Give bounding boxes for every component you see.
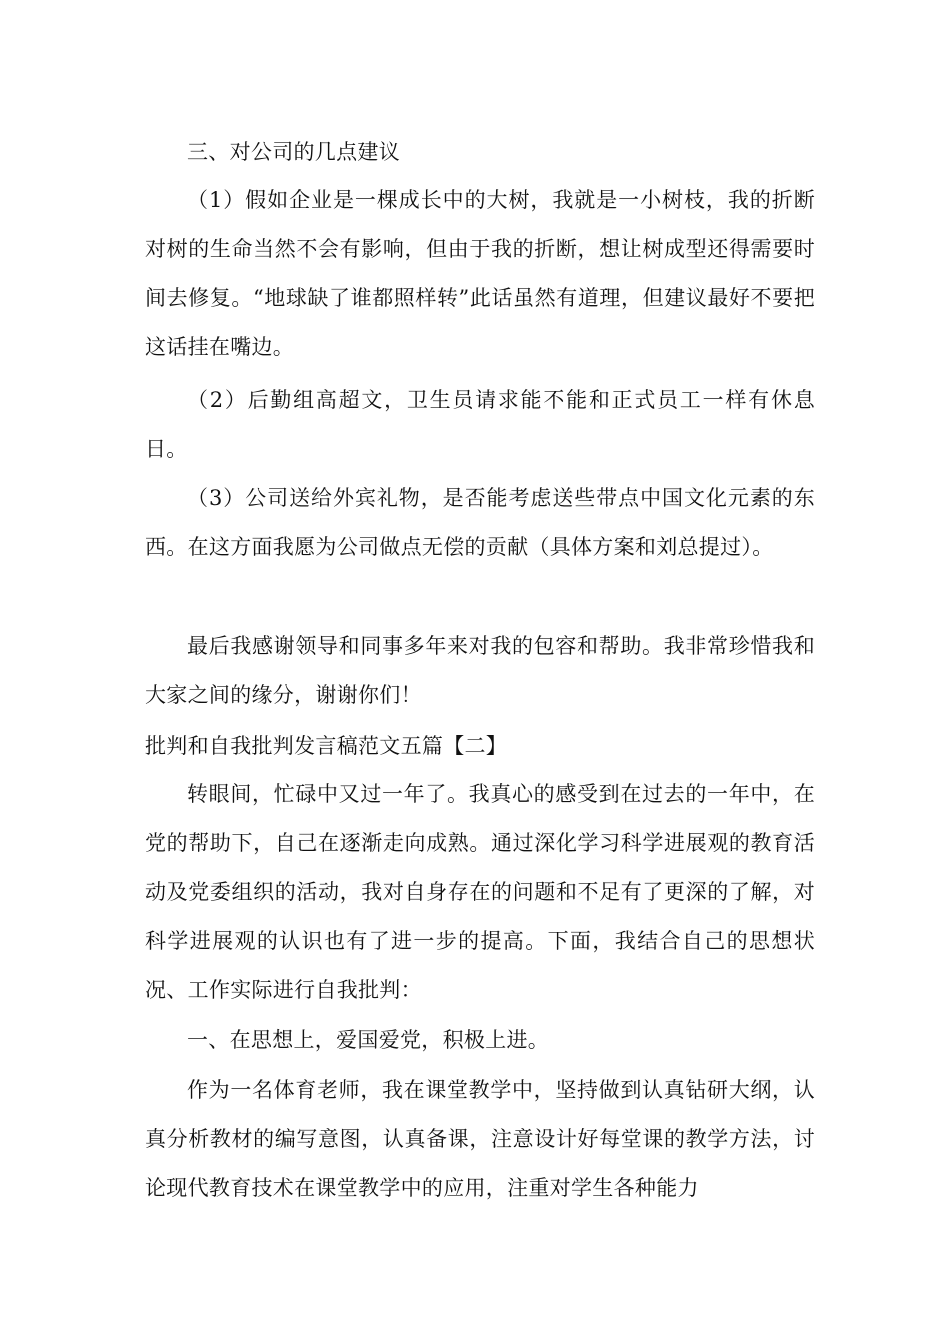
suggestion-paragraph-3: （3）公司送给外宾礼物，是否能考虑送些带点中国文化元素的东西。在这方面我愿为公司做点无偿的贡献（具体方案和刘总提过）。 bbox=[145, 486, 815, 559]
closing-thanks-paragraph: 最后我感谢领导和同事多年来对我的包容和帮助。我非常珍惜我和大家之间的缘分，谢谢你们！ bbox=[145, 634, 815, 707]
section-heading-suggestions: 三、对公司的几点建议 bbox=[187, 140, 400, 164]
suggestion-paragraph-1: （1）假如企业是一棵成长中的大树，我就是一小树枝，我的折断对树的生命当然不会有影响，但由于我的折断，想让树成型还得需要时间去修复。“地球缺了谁都照样转”此话虽然有道理，但建议最好不要把这话挂在嘴边。 bbox=[145, 188, 815, 359]
article-title-two: 批判和自我批判发言稿范文五篇【二】 bbox=[145, 734, 508, 758]
intro-paragraph: 转眼间，忙碌中又过一年了。我真心的感受到在过去的一年中，在党的帮助下，自己在逐渐走向成熟。通过深化学习科学进展观的教育活动及党委组织的活动，我对自身存在的问题和不足有了更深的了解，对科学进展观的认识也有了进一步的提高。下面，我结合自己的思想状况、工作实际进行自我批判： bbox=[145, 782, 815, 1002]
teaching-paragraph: 作为一名体育老师，我在课堂教学中，坚持做到认真钻研大纲，认真分析教材的编写意图，认真备课，注意设计好每堂课的教学方法，讨论现代教育技术在课堂教学中的应用，注重对学生各种能力 bbox=[145, 1078, 815, 1200]
suggestion-paragraph-2: （2）后勤组高超文，卫生员请求能不能和正式员工一样有休息日。 bbox=[145, 388, 815, 461]
section-heading-ideology: 一、在思想上，爱国爱党，积极上进。 bbox=[187, 1028, 550, 1052]
